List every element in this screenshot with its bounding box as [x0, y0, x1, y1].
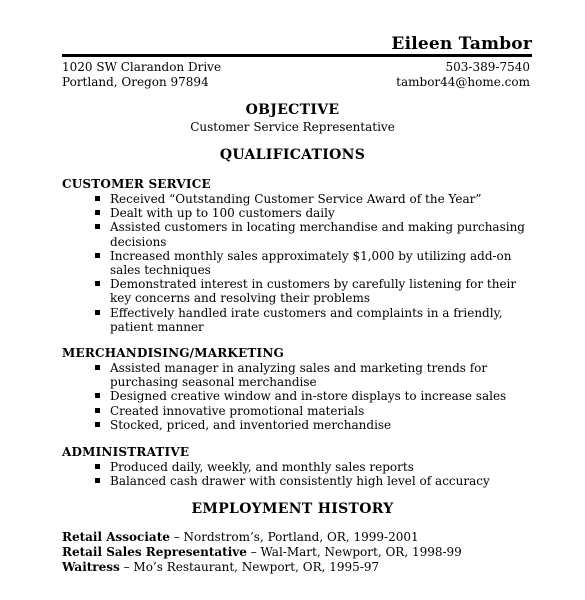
customer-service-list — [95, 192, 535, 334]
job-title: Retail Associate — [62, 530, 170, 544]
job-entry — [62, 560, 379, 575]
square-bullet-icon — [95, 393, 100, 398]
employment-heading: EMPLOYMENT HISTORY — [191, 501, 394, 517]
job-entry — [62, 530, 419, 545]
address-line-1: 1020 SW Clarandon Drive — [62, 60, 222, 74]
objective-text: Customer Service Representative — [190, 120, 395, 134]
job-title: Retail Sales Representative — [62, 545, 247, 559]
square-bullet-icon — [95, 365, 100, 370]
square-bullet-icon — [95, 464, 100, 469]
section-title-customer-service: CUSTOMER SERVICE — [62, 177, 211, 191]
list-item: Created innovative promotional materials — [95, 404, 535, 418]
contact-block — [396, 60, 530, 90]
list-item: Increased monthly sales approximately $1,000 by utilizing add-on sales techniques — [95, 249, 535, 277]
address-line-2: Portland, Oregon 97894 — [62, 75, 209, 89]
list-item: Demonstrated interest in customers by carefully listening for their key concerns and resolving their problems — [95, 277, 535, 305]
list-item: Designed creative window and in-store displays to increase sales — [95, 389, 535, 403]
applicant-name: Eileen Tambor — [391, 34, 532, 54]
job-details: – Mo’s Restaurant, Newport, OR, 1995-97 — [119, 560, 380, 574]
job-entry — [62, 545, 462, 560]
square-bullet-icon — [95, 196, 100, 201]
square-bullet-icon — [95, 281, 100, 286]
email-address: tambor44@home.com — [396, 75, 530, 89]
list-item: Stocked, priced, and inventoried merchandise — [95, 418, 535, 432]
list-item: Effectively handled irate customers and complaints in a friendly, patient manner — [95, 306, 535, 334]
section-title-merchandising: MERCHANDISING/MARKETING — [62, 346, 284, 360]
list-item: Produced daily, weekly, and monthly sales reports — [95, 460, 535, 474]
section-title-administrative: ADMINISTRATIVE — [62, 445, 190, 459]
list-item: Dealt with up to 100 customers daily — [95, 206, 535, 220]
job-title: Waitress — [62, 560, 120, 574]
list-item: Balanced cash drawer with consistently high level of accuracy — [95, 474, 535, 488]
job-details: – Wal-Mart, Newport, OR, 1998-99 — [246, 545, 462, 559]
address-block — [62, 60, 221, 90]
list-item: Assisted customers in locating merchandise and making purchasing decisions — [95, 220, 535, 248]
list-item: Assisted manager in analyzing sales and marketing trends for purchasing seasonal merchandise — [95, 361, 535, 389]
job-details: – Nordstrom’s, Portland, OR, 1999-2001 — [169, 530, 419, 544]
phone-number: 503-389-7540 — [445, 60, 530, 74]
qualifications-heading: QUALIFICATIONS — [219, 147, 366, 163]
square-bullet-icon — [95, 422, 100, 427]
square-bullet-icon — [95, 408, 100, 413]
list-item: Received “Outstanding Customer Service Award of the Year” — [95, 192, 535, 206]
merchandising-list — [95, 361, 535, 432]
administrative-list — [95, 460, 535, 488]
square-bullet-icon — [95, 210, 100, 215]
square-bullet-icon — [95, 224, 100, 229]
square-bullet-icon — [95, 310, 100, 315]
square-bullet-icon — [95, 478, 100, 483]
objective-heading: OBJECTIVE — [245, 102, 340, 118]
header-rule — [62, 54, 532, 57]
square-bullet-icon — [95, 253, 100, 258]
